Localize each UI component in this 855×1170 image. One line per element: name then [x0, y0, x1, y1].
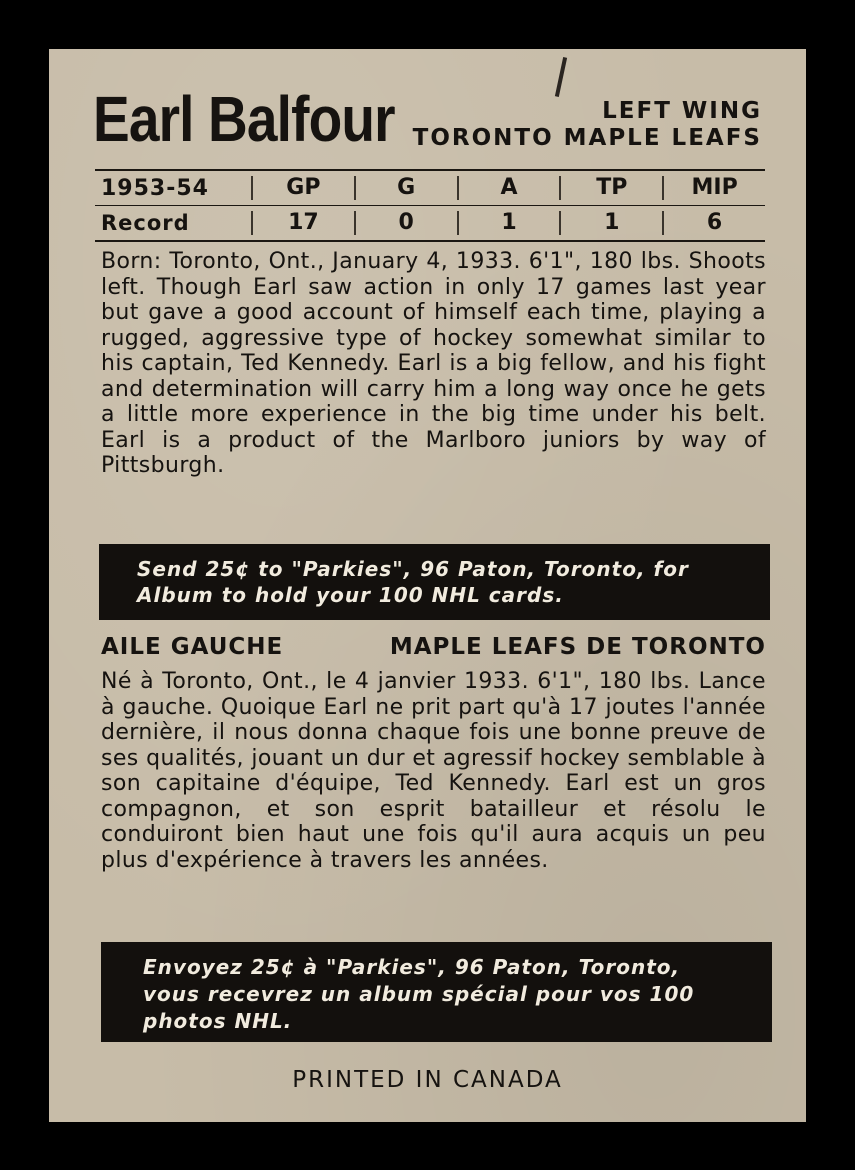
player-team: TORONTO MAPLE LEAFS [412, 125, 762, 151]
record-label: Record [101, 211, 190, 235]
stat-header-a: A [457, 176, 560, 200]
stat-value-g: 0 [354, 211, 457, 235]
stat-value-gp: 17 [251, 211, 354, 235]
stats-value-row [95, 206, 765, 240]
stat-header-tp: TP [559, 176, 662, 200]
offer-banner-english: Send 25¢ to "Parkies", 96 Paton, Toronto, for Album to hold your 100 NHL cards. [99, 544, 770, 620]
stats-bottom-rule [95, 240, 765, 242]
pencil-mark [555, 57, 567, 97]
stat-header-gp: GP [251, 176, 354, 200]
stat-value-a: 1 [457, 211, 560, 235]
team-french: MAPLE LEAFS DE TORONTO [389, 634, 766, 660]
printed-in-canada: PRINTED IN CANADA [292, 1067, 563, 1093]
player-position: LEFT WING [602, 98, 762, 124]
player-name: Earl Balfour [93, 83, 395, 155]
stats-header-row [95, 171, 765, 205]
stat-value-mip: 6 [662, 211, 765, 235]
stat-header-g: G [354, 176, 457, 200]
trading-card-back [49, 49, 806, 1122]
season-label: 1953-54 [101, 175, 209, 201]
bio-english: Born: Toronto, Ont., January 4, 1933. 6'1", 180 lbs. Shoots left. Though Earl saw action in only 17 games last year but gave a good account of himself each time, playing a rugged, aggressive type of hockey somewhat similar to his captain, Ted Kennedy. Earl is a big fellow, and his fight and determination will carry him a long way once he gets a little more experience in the big time under his belt. Earl is a product of the Marlboro juniors by way of Pittsburgh. [101, 249, 766, 478]
stat-value-tp: 1 [559, 211, 662, 235]
french-header [101, 634, 766, 660]
position-french: AILE GAUCHE [101, 634, 284, 660]
offer-banner-french: Envoyez 25¢ à "Parkies", 96 Paton, Toronto, vous recevrez un album spécial pour vos 100 photos NHL. [101, 942, 772, 1042]
stats-table [95, 169, 765, 242]
stat-header-mip: MIP [662, 176, 765, 200]
bio-french: Né à Toronto, Ont., le 4 janvier 1933. 6'1", 180 lbs. Lance à gauche. Quoique Earl ne prit part qu'à 17 joutes l'année dernière, il nous donna chaque fois une bonne preuve de ses qualités, jouant un dur et agressif hockey semblable à son capitaine d'équipe, Ted Kennedy. Earl est un gros compagnon, et son esprit batailleur et résolu le conduiront bien haut une fois qu'il aura acquis un peu plus d'expérience à travers les années. [101, 669, 766, 873]
